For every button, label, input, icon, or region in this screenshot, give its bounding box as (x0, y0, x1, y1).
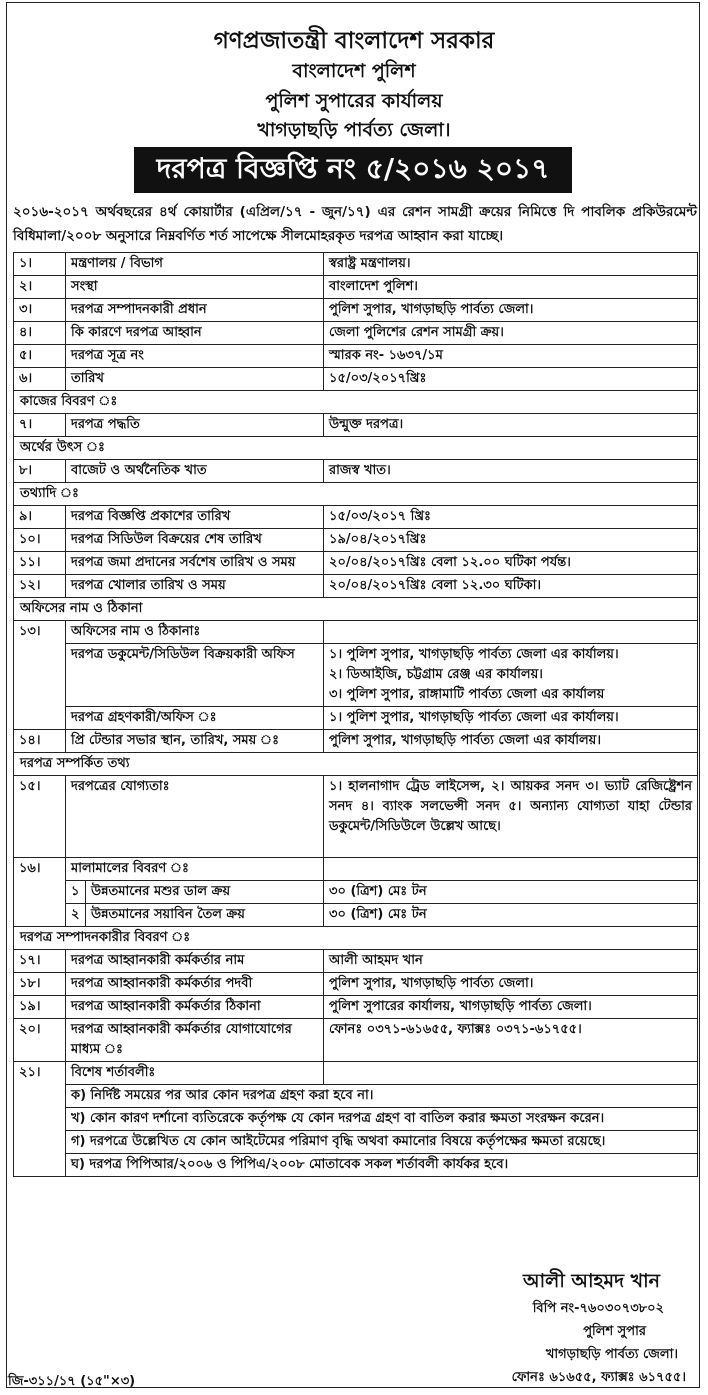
row-value (324, 858, 698, 881)
row-value: পুলিশ সুপারের কার্যালয়, খাগড়াছড়ি পার্বত্য জেলা। (324, 996, 698, 1019)
section-heading: তথ্যাদি ঃ (14, 483, 698, 506)
row-label: দরপত্র বিজ্ঞপ্তি প্রকাশের তারিখ (66, 506, 324, 529)
row-label: দরপত্র সূত্র নং (66, 345, 324, 368)
section-heading: দরপত্র সম্পাদনকারীর বিবরণ ঃ (14, 927, 698, 950)
section-row (14, 483, 698, 506)
signatory-district: খাগড়াছড়ি পার্বত্য জেলা। (545, 1347, 678, 1362)
section-row (14, 391, 698, 414)
row-label: দরপত্র আহ্বানকারী কর্মকর্তার ঠিকানা (66, 996, 324, 1019)
row-value: উন্মুক্ত দরপত্র। (324, 414, 698, 437)
row-value (324, 644, 698, 707)
table-row (14, 460, 698, 483)
condition-text: গ) দরপত্রে উল্লেখিত যে কোন আইটেমের পরিমাণ বৃদ্ধি অথবা কমানোর বিষয়ে কর্তৃপক্ষের ক্ষমতা রয়েছে। (66, 1131, 698, 1154)
row-value: বাংলাদেশ পুলিশ। (324, 276, 698, 299)
row-label: দরপত্র সম্পাদনকারী প্রধান (66, 299, 324, 322)
table-row (14, 552, 698, 575)
section-heading: দরপত্র সম্পর্কিত তথ্য (14, 753, 698, 776)
row-value: স্বরাষ্ট্র মন্ত্রণালয়। (324, 253, 698, 276)
table-row (14, 299, 698, 322)
table-row (14, 1062, 698, 1085)
row-label: দরপত্র আহ্বানকারী কর্মকর্তার পদবী (66, 973, 324, 996)
row-number: ২১। (14, 1062, 66, 1177)
table-row (14, 776, 698, 858)
row-label: দরপত্র ডকুমেন্ট/সিডিউল বিক্রয়কারী অফিস (66, 644, 324, 707)
row-number: ৮। (14, 460, 66, 483)
row-number: ১৩। (14, 621, 66, 730)
table-row (14, 276, 698, 299)
row-label: সংস্থা (66, 276, 324, 299)
row-number: ১৪। (14, 730, 66, 753)
district-title: খাগড়াছড়ি পার্বত্য জেলা। (257, 119, 451, 141)
row-label: মন্ত্রণালয় / বিভাগ (66, 253, 324, 276)
table-row (14, 322, 698, 345)
section-row (14, 927, 698, 950)
row-value (324, 1062, 698, 1085)
signatory-designation: পুলিশ সুপার (583, 1324, 646, 1339)
row-number: ৫। (14, 345, 66, 368)
row-value: ২০/০৪/২০১৭খ্রিঃ বেলা ১২.৩০ ঘটিকা। (324, 575, 698, 598)
section-heading: অফিসের নাম ও ঠিকানা (14, 598, 698, 621)
office-title: পুলিশ সুপারের কার্যালয় (265, 90, 443, 112)
office-line: ১। পুলিশ সুপার, খাগড়াছড়ি পার্বত্য জেলা এর কার্যালয়। (329, 647, 619, 662)
row-label: উন্নতমানের মশুর ডাল ক্রয় (86, 881, 324, 904)
row-label: দরপত্রের যোগ্যতাঃ (66, 776, 324, 858)
table-row (14, 644, 698, 707)
condition-row (14, 1085, 698, 1108)
row-value: রাজস্ব খাত। (324, 460, 698, 483)
row-label: দরপত্র গ্রহণকারী/অফিস ঃ (66, 707, 324, 730)
row-label: তারিখ (66, 368, 324, 391)
office-line: ২। ডিআইজি, চট্টগ্রাম রেঞ্জ এর কার্যালয়। (329, 667, 543, 682)
row-value: ২০/০৪/২০১৭খ্রিঃ বেলা ১২.০০ ঘটিকা পর্যন্ত। (324, 552, 698, 575)
section-row (14, 598, 698, 621)
table-row (14, 858, 698, 881)
row-value: ফোনঃ ০৩৭১-৬১৬৫৫, ফ্যাক্সঃ ০৩৭১-৬১৭৫৫। (324, 1019, 698, 1062)
condition-row (14, 1108, 698, 1131)
intro-paragraph: ২০১৬-২০১৭ অর্থবছরের ৪র্থ কোয়ার্টার (এপ্রিল/১৭ - জুন/১৭) এর রেশন সামগ্রী ক্রয়ের নিমিত্তে দি পাবলিক প্রকিউরমেন্ট বিধিমালা/২০০৮ অনুসারে নিম্নবর্ণিত শর্ত সাপেক্ষে সীলমোহরকৃত দরপত্র আহ্বান করা যাচ্ছে। (13, 204, 697, 244)
row-value: আলী আহমদ খান (324, 950, 698, 973)
table-row (14, 253, 698, 276)
table-row (14, 529, 698, 552)
ad-reference: জি-৩১১/১৭ (১৫"×৩) (8, 1374, 136, 1389)
condition-row (14, 1131, 698, 1154)
row-value: ৩০ (ত্রিশ) মেঃ টন (324, 904, 698, 927)
row-value: ১৯/০৪/২০১৭খ্রিঃ (324, 529, 698, 552)
table-row (14, 996, 698, 1019)
row-value: স্মারক নং- ১৬৩৭/১ম (324, 345, 698, 368)
row-number: ১১। (14, 552, 66, 575)
table-row (14, 707, 698, 730)
row-value: জেলা পুলিশের রেশন সামগ্রী ক্রয়। (324, 322, 698, 345)
table-row (14, 621, 698, 644)
table-row (14, 575, 698, 598)
section-heading: কাজের বিবরণ ঃ (14, 391, 698, 414)
table-row (14, 904, 698, 927)
signatory-name: আলী আহমদ খান (523, 1270, 660, 1292)
row-number: ১৯। (14, 996, 66, 1019)
table-row (14, 506, 698, 529)
condition-text: খ) কোন কারণ দর্শানো ব্যতিরেকে কর্তৃপক্ষ যে কোন দরপত্র গ্রহণ বা বাতিল করার ক্ষমতা সংরক্ষন করেন। (66, 1108, 698, 1131)
row-value: ১। পুলিশ সুপার, খাগড়াছড়ি পার্বত্য জেলা এর কার্যালয়। (324, 707, 698, 730)
govt-title: গণপ্রজাতন্ত্রী বাংলাদেশ সরকার (213, 28, 495, 54)
row-value: পুলিশ সুপার, খাগড়াছড়ি পার্বত্য জেলা। (324, 299, 698, 322)
row-label: বাজেট ও অর্থনৈতিক খাত (66, 460, 324, 483)
row-label: দরপত্র আহ্বানকারী কর্মকর্তার নাম (66, 950, 324, 973)
tender-notice-banner: দরপত্র বিজ্ঞপ্তি নং ৫/২০১৬ ২০১৭ (134, 147, 572, 193)
table-row (14, 368, 698, 391)
row-label: দরপত্র জমা প্রদানের সর্বশেষ তারিখ ও সময় (66, 552, 324, 575)
row-label: অফিসের নাম ও ঠিকানাঃ (66, 621, 324, 644)
row-number: ৪। (14, 322, 66, 345)
section-row (14, 437, 698, 460)
row-label: বিশেষ শর্তাবলীঃ (66, 1062, 324, 1085)
row-label: দরপত্র সিডিউল বিক্রয়ের শেষ তারিখ (66, 529, 324, 552)
tender-details-table (13, 252, 698, 1177)
row-number: ১৭। (14, 950, 66, 973)
office-line: ৩। পুলিশ সুপার, রাঙ্গামাটি পার্বত্য জেলা এর কার্যালয় (329, 687, 605, 702)
item-number: ২ (66, 904, 86, 927)
table-row (14, 881, 698, 904)
row-value: ১৫/০৩/২০১৭ খ্রিঃ (324, 506, 698, 529)
row-number: ২০। (14, 1019, 66, 1062)
row-number: ১৫। (14, 776, 66, 858)
row-number: ১২। (14, 575, 66, 598)
row-number: ৬। (14, 368, 66, 391)
item-number: ১ (66, 881, 86, 904)
row-label: দরপত্র খোলার তারিখ ও সময় (66, 575, 324, 598)
row-label: কি কারণে দরপত্র আহ্বান (66, 322, 324, 345)
department-title: বাংলাদেশ পুলিশ (292, 60, 416, 82)
row-value: পুলিশ সুপার, খাগড়াছড়ি পার্বত্য জেলা এর কার্যালয়। (324, 730, 698, 753)
row-value: ১। হালনাগাদ ট্রেড লাইসেন্স, ২। আয়কর সনদ ৩। ভ্যাট রেজিষ্ট্রেশন সনদ ৪। ব্যাংক সলভেন্সী সনদ ৫। অন্যান্য যোগ্যতা যাহা টেন্ডার ডকুমেন্ট/সিডিউলে উল্লেখ আছে। (324, 776, 698, 858)
row-number: ১৬। (14, 858, 66, 927)
row-number: ৩। (14, 299, 66, 322)
row-number: ১। (14, 253, 66, 276)
table-row (14, 973, 698, 996)
row-label: দরপত্র আহ্বানকারী কর্মকর্তার যোগাযোগের মাধ্যম ঃ (66, 1019, 324, 1062)
row-label: প্রি টেন্ডার সভার স্থান, তারিখ, সময় ঃ (66, 730, 324, 753)
condition-text: ক) নির্দিষ্ট সময়ের পর আর কোন দরপত্র গ্রহণ করা হবে না। (66, 1085, 698, 1108)
row-number: ১৮। (14, 973, 66, 996)
table-row (14, 414, 698, 437)
row-number: ৭। (14, 414, 66, 437)
row-value: ১৫/০৩/২০১৭খ্রিঃ (324, 368, 698, 391)
table-row (14, 345, 698, 368)
row-number: ৯। (14, 506, 66, 529)
row-value (324, 621, 698, 644)
row-value: পুলিশ সুপার, খাগড়াছড়ি পার্বত্য জেলা। (324, 973, 698, 996)
table-row (14, 730, 698, 753)
row-number: ২। (14, 276, 66, 299)
condition-text: ঘ) দরপত্র পিপিআর/২০০৬ ও পিপিএ/২০০৮ মোতাবেক সকল শর্তাবলী কার্যকর হবে। (66, 1154, 698, 1177)
table-row (14, 1019, 698, 1062)
row-number: ১০। (14, 529, 66, 552)
condition-row (14, 1154, 698, 1177)
row-value: ৩০ (ত্রিশ) মেঃ টন (324, 881, 698, 904)
section-heading: অর্থের উৎস ঃ (14, 437, 698, 460)
signatory-contact: ফোনঃ ৬১৬৫৫, ফ্যাক্সঃ ৬১৭৫৫। (511, 1370, 686, 1385)
row-label: উন্নতমানের সয়াবিন তৈল ক্রয় (86, 904, 324, 927)
section-row (14, 753, 698, 776)
signatory-bp-number: বিপি নং-৭৬০৩০৭৩৮০২ (532, 1301, 664, 1316)
table-row (14, 950, 698, 973)
row-label: মালামালের বিবরণ ঃ (66, 858, 324, 881)
row-label: দরপত্র পদ্ধতি (66, 414, 324, 437)
